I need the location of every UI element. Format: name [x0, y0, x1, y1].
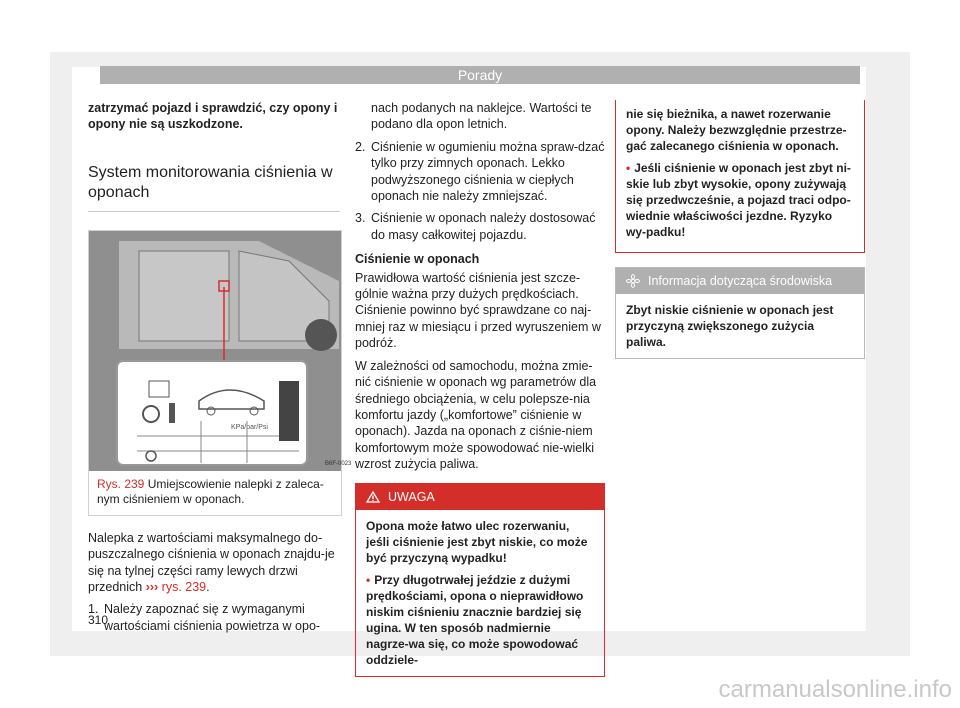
warning-bullet-item	[366, 572, 594, 668]
column-middle	[355, 100, 605, 677]
page-number: 310	[88, 613, 109, 627]
environment-flower-icon	[626, 274, 640, 288]
list-number: 1.	[88, 602, 99, 617]
section-title: System monitorowania ciśnienia w oponach	[88, 163, 340, 212]
figure-caption	[89, 471, 341, 515]
figure-239	[88, 230, 352, 516]
ref-arrow: ›››	[145, 580, 159, 595]
caption-text: Umiejscowienie nalepki z zaleca-nym ciśnieniem w oponach.	[97, 476, 324, 506]
warning-box	[355, 483, 605, 677]
bullet-icon: •	[626, 161, 631, 175]
list-item-1	[88, 601, 340, 634]
subheading-tire-pressure: Ciśnienie w oponach	[355, 252, 480, 267]
warning-text-continued: nie się bieżnika, a nawet rozerwanie opony. Należy bezwzględnie przestrze-gać zalecanego ciśnienia w oponach.	[626, 107, 847, 153]
warning-bullet-text: Przy długotrwałej jeździe z dużymi prędkościami, opona o nieprawidłowo niskim ciśnieniu znacznie bardziej się ugina. W ten sposób nadmiernie nagrze-wa się, co może spowodować oddziele-	[366, 572, 584, 667]
list-text: Ciśnienie w ogumieniu można spraw-dzać tylko przy zimnych oponach. Lekko podwyższonego ciśnienia w ciepłych oponach nie należy zmniejszać.	[371, 139, 605, 204]
figure-code: B6F-0023	[325, 460, 352, 467]
column-left	[88, 100, 352, 634]
bullet-icon: •	[366, 572, 371, 587]
warning-bullet-text: Jeśli ciśnienie w oponach jest zbyt ni-skie lub zbyt wysokie, opony zużywają się przedwcześnie, a pojazd traci odpo-wiednie właściwości jezdne. Ryzyko wy-padku!	[626, 161, 851, 239]
environment-info-header	[616, 268, 864, 294]
list-text: Ciśnienie w oponach należy dostosować do masy całkowitej pojazdu.	[371, 211, 596, 242]
environment-info-box	[615, 267, 865, 359]
paragraph-text: Nalepka z wartościami maksymalnego do-puszczalnego ciśnienia w oponach znajdu-je się na tylnej części ramy lewych drzwi przednich	[88, 530, 335, 595]
warning-title: UWAGA	[388, 489, 435, 504]
environment-info-body: Zbyt niskie ciśnienie w oponach jest przyczyną zwiększonego zużycia paliwa.	[626, 303, 834, 350]
list-number: 3.	[355, 211, 366, 226]
label-units-text: KPa/bar/Psi	[231, 423, 268, 431]
environment-info-title: Informacja dotycząca środowiska	[648, 274, 833, 288]
paragraph-comfort-pressure: W zależności od samochodu, można zmie-nić ciśnienie w oponach wg parametrów dla średniego obciążenia, w celu polepsze-nia komfortu jazdy („komfortowe” ciśnienie w oponach). Jazda na oponach z ciśnie-niem komfortowym może spowodować nie-wielki wzrost zużycia paliwa.	[355, 358, 597, 472]
list-text: Należy zapoznać się z wymaganymi wartościami ciśnienia powietrza w opo-	[104, 602, 321, 633]
page-header: Porady	[100, 66, 860, 84]
warning-bullet-item-2	[626, 160, 854, 240]
tire-pressure-label-illustration	[89, 231, 352, 471]
warning-box-continued	[615, 100, 865, 253]
paragraph-end: .	[206, 580, 210, 595]
warning-body-continued	[616, 100, 864, 252]
warning-header	[356, 484, 604, 510]
warning-triangle-icon	[366, 491, 380, 503]
warning-text: Opona może łatwo ulec rozerwaniu, jeśli ciśnienie jest zbyt niskie, co może być przyczyną wypadku!	[366, 518, 588, 565]
caption-ref: Rys. 239	[97, 476, 145, 491]
column-right	[615, 100, 865, 359]
list-item-3	[355, 210, 605, 243]
intro-text: zatrzymać pojazd i sprawdzić, czy opony i opony nie są uszkodzone.	[88, 101, 338, 132]
paragraph-pressure-importance: Prawidłowa wartość ciśnienia jest szcze-gólnie ważna przy dużych prędkościach. Ciśnienie powinno być sprawdzane co naj-mniej raz w miesiącu i przed wyruszeniem w podróż.	[355, 270, 601, 351]
figure-link[interactable]: rys. 239	[161, 580, 207, 595]
list-item-1-continued: nach podanych na naklejce. Wartości te podano dla opon letnich.	[371, 101, 592, 132]
list-number: 2.	[355, 139, 366, 154]
sticker-location-paragraph	[88, 530, 340, 596]
watermark-text: carmanualsonline.info	[718, 676, 952, 703]
warning-body	[356, 510, 604, 676]
list-item-2	[355, 139, 605, 205]
